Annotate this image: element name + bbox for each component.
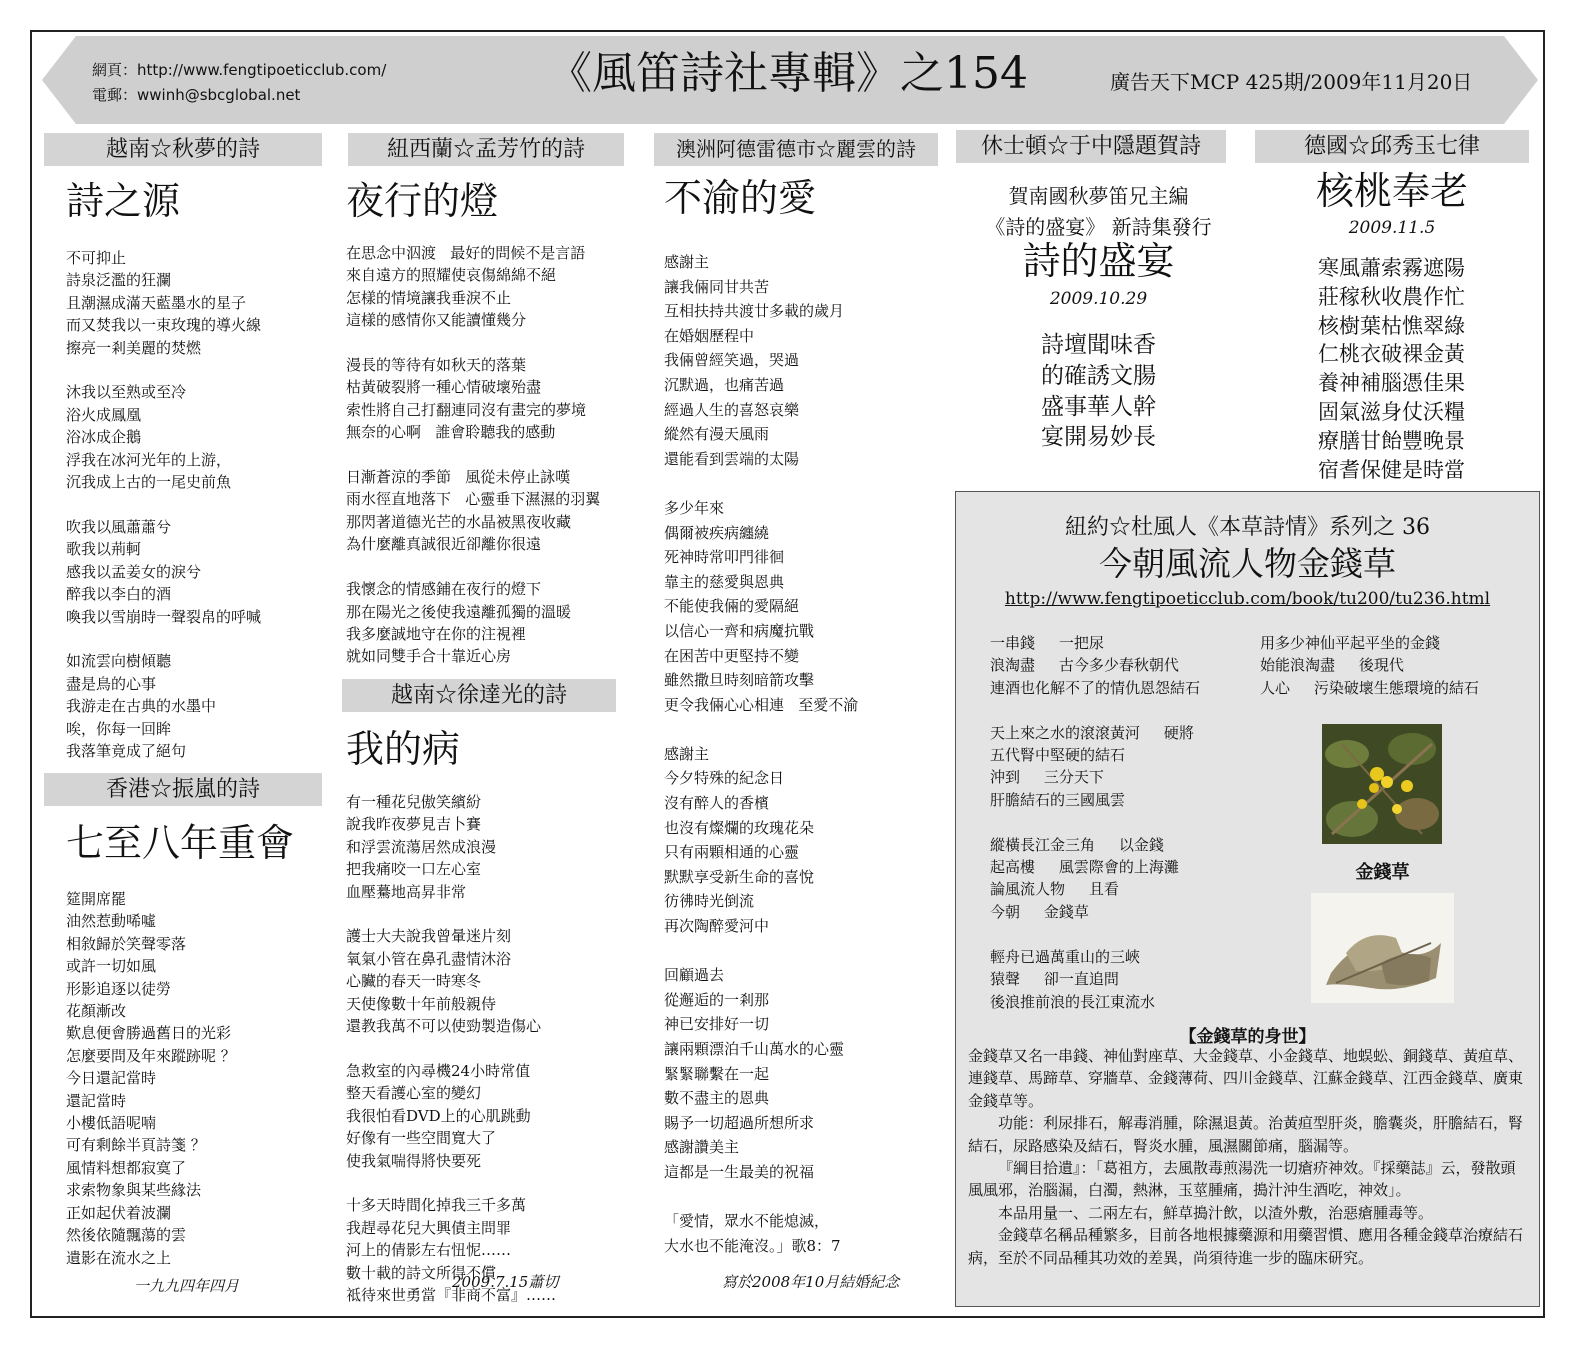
herb-origin-para-5: 金錢草名稱品種繁多，目前各地根據藥源和用藥習慣、應用各種金錢草治療結石病，至於不同品種其功效的差異，尚須待進一步的臨床研究。 bbox=[968, 1226, 1524, 1267]
poem-date-walnut: 2009.11.5 bbox=[1348, 218, 1436, 238]
herb-image-caption: 金錢草 bbox=[1355, 862, 1410, 883]
poem-signature-reunion: 一九九四年四月 bbox=[134, 1277, 240, 1295]
poem-body-my-illness: 有一種花兒傲笑繽紛 說我昨夜夢見吉卜賽 和浮雲流蕩居然成浪漫 把我痛咬一口左心室 血壓驀地高昇非常 護士大夫說我曾暈迷片刻 氧氣小管在鼻孔盡情沐浴 心臟的春天一時寒冬 天使像數十年前般親侍 還教我萬不可以使勁製造傷心 急救室的內尋機24小時常值 整天看護心室的變幻 我很怕看DVD上的心肌跳動 好像有一些空間寬大了 使我氣喘得將快要死 十多天時間化掉我三千多萬 我趕尋花兒大興債主問罪 河上的倩影左右忸怩…… 數十載的詩文所得不償 祗待來世勇當『非商不富』…… bbox=[346, 793, 557, 1304]
poem-title-my-illness: 我的病 bbox=[346, 727, 461, 771]
poem-body-night-lamp: 在思念中泅渡 最好的問候不是言語 來自遠方的照耀使哀傷綿綿不絕 怎樣的情境讓我垂淚不止 這樣的感情你又能讀懂幾分 漫長的等待有如秋天的落葉 枯黃破裂將一種心情破壞殆盡 索性將自己打翻連同沒有畫完的夢境 無奈的心啊 誰會聆聽我的感動 日漸蒼涼的季節 風從未停止詠嘆 雨水徑直地落下 心靈垂下濕濕的羽翼 那閃著道德光芒的水晶被黑夜收藏 為什麼離真誠很近卻離你很遠 我懷念的情感鋪在夜行的燈下 那在陽光之後使我遠離孤獨的溫暖 我多麼誠地守在你的注視裡 就如同雙手合十靠近心房 bbox=[346, 244, 601, 666]
section-header-mengfangzhu: 紐西蘭☆孟芳竹的詩 bbox=[348, 133, 624, 166]
section-header-xudaguang: 越南☆徐達光的詩 bbox=[342, 679, 616, 712]
series-heading: 紐約☆杜風人《本草詩情》系列之 36 bbox=[1065, 515, 1430, 540]
congrats-line-1: 賀南國秋夢笛兄主編 bbox=[1008, 184, 1189, 208]
poem-title-feast: 詩的盛宴 bbox=[1022, 239, 1175, 283]
poem-signature-my-illness: 2009.7.15蕭切 bbox=[452, 1273, 559, 1291]
poem-body-reunion: 筵開席罷 油然惹動唏噓 相敘歸於笑聲零落 或許一切如風 形影追逐以徒勞 花顏漸改 歎息便會勝過舊日的光彩 怎麼要問及年來蹤跡呢 ？ 今日還記當時 還記當時 小樓低語呢喃 可有剩餘半頁詩箋 ？ 風情料想都寂寞了 求索物象與某些緣法 正如起伏着波瀾 然後依隨飄蕩的雲 遺影在流水之上 bbox=[66, 890, 236, 1267]
poem-body-unchanging-love: 感謝主 讓我倆同甘共苦 互相扶持共渡廿多載的歲月 在婚姻歷程中 我倆曾經笑過，哭過 沉默過，也痛苦過 經過人生的喜怒哀樂 縱然有漫天風雨 還能看到雲端的太陽 多少年來 偶爾被疾病纏繞 死神時常叩門徘徊 靠主的慈愛與恩典 不能使我倆的愛隔絕 以信心一齊和病魔抗戰 在困苦中更堅持不變 雖然撒旦時刻暗箭攻擊 更令我倆心心相連 至愛不渝 感謝主 今夕特殊的紀念日 沒有醉人的香檳 也沒有燦爛的玫瑰花朵 只有兩顆相通的心靈 默默享受新生命的喜悅 彷彿時光倒流 再次陶醉愛河中 回顧過去 從邂逅的一剎那 神已安排好一切 讓兩顆漂泊千山萬水的心靈 緊緊聯繫在一起 數不盡主的恩典 賜予一切超過所想所求 感謝讚美主 這都是一生最美的祝福 「愛情，眾水不能熄滅， 大水也不能淹沒。」歌8：7 bbox=[664, 253, 859, 1255]
issue-info: 廣告天下MCP 425期/2009年11月20日 bbox=[1110, 70, 1473, 94]
contact-info bbox=[92, 58, 386, 108]
herb-origin-para-3: 『綱目拾遺』：「葛祖方，去風散毒煎湯洗一切瘡疥神效。『採藥誌』云，發散頭風風邪，治腦漏，白濁，熱淋，玉莖腫痛，搗汁沖生酒吃，神效」。 bbox=[968, 1159, 1516, 1200]
herb-flower-photo bbox=[1322, 724, 1442, 844]
poem-title-unchanging-love: 不渝的愛 bbox=[664, 176, 817, 220]
poem-title-walnut: 核桃奉老 bbox=[1315, 169, 1468, 213]
dried-herb-photo bbox=[1311, 893, 1454, 1003]
herb-origin-para-1: 金錢草又名一串錢、神仙對座草、大金錢草、小金錢草、地蜈蚣、銅錢草、黃疸草、連錢草、馬蹄草、穿牆草、金錢薄荷、四川金錢草、江蘇金錢草、江西金錢草、廣東金錢草等。 bbox=[968, 1047, 1524, 1110]
herb-poem-body-right: 用多少神仙平起平坐的金錢 始能浪淘盡 後現代 人心 污染破壞生態環境的結石 bbox=[1260, 634, 1479, 697]
herb-origin-para-2: 功能：利尿排石，解毒消腫，除濕退黃。治黃疸型肝炎，膽囊炎，肝膽結石，腎結石，尿路感染及結石，腎炎水腫，風濕關節痛，腦漏等。 bbox=[968, 1114, 1524, 1155]
herb-poem-body-left: 一串錢 一把尿 浪淘盡 古今多少春秋朝代 連酒也化解不了的情仇恩怨結石 天上來之水的滾滾黃河 硬將 五代腎中堅硬的結石 沖到 三分天下 肝膽結石的三國風雲 縱橫長江金三角 以金錢 起高樓 風雲際會的上海灘 論風流人物 且看 今朝 金錢草 輕舟已過萬重山的三峽 猿聲 卻一直追問 後浪推前浪的長江東流水 bbox=[990, 634, 1201, 1011]
poem-body-shizhiyuan: 不可抑止 詩泉泛濫的狂瀾 且潮濕成滿天藍墨水的星子 而又焚我以一束玫瑰的導火線 擦亮一剎美麗的焚燃 沐我以至熟或至冷 浴火成鳳凰 浴冰成企鵝 浮我在冰河光年的上游， 沉我成上古的一尾史前魚 吹我以風蕭蕭兮 歌我以荊軻 感我以孟姜女的淚兮 醉我以李白的酒 喚我以雪崩時一聲裂帛的呼喊 如流雲向樹傾聽 盡是鳥的心事 我游走在古典的水墨中 唉，你每一回眸 我落筆竟成了絕句 bbox=[66, 249, 262, 760]
herb-poem-url[interactable]: http://www.fengtipoeticclub.com/book/tu200/tu236.html bbox=[1004, 589, 1491, 609]
section-header-liyun: 澳洲阿德雷德市☆麗雲的詩 bbox=[654, 133, 938, 166]
section-header-qiuxiuyu: 德國☆邱秀玉七律 bbox=[1255, 130, 1529, 163]
poem-signature-unchanging-love: 寫於2008年10月結婚紀念 bbox=[722, 1273, 900, 1291]
email-link[interactable]: 電郵：wwinh@sbcglobal.net bbox=[92, 86, 301, 104]
congrats-line-2: 《詩的盛宴》 新詩集發行 bbox=[985, 215, 1212, 239]
poem-date-feast: 2009.10.29 bbox=[1049, 289, 1148, 309]
poem-title-night-lamp: 夜行的燈 bbox=[346, 179, 499, 223]
herb-origin-para-4: 本品用量一、二兩左右，鮮草搗汁飲，以渣外敷，治惡瘡腫毒等。 bbox=[998, 1203, 1434, 1222]
section-header-zhenlan: 香港☆振嵐的詩 bbox=[44, 773, 322, 806]
poem-title-reunion: 七至八年重會 bbox=[66, 821, 295, 865]
herb-poem-title: 今朝風流人物金錢草 bbox=[1099, 544, 1396, 583]
poem-body-walnut: 寒風蕭索霧遮陽 莊稼秋收農作忙 核樹葉枯憔翠綠 仁桃衣破裸金黃 養神補腦憑佳果 固氣滋身仗沃糧 療膳甘飴豐晚景 宿耆保健是時當 bbox=[1318, 256, 1465, 482]
section-header-qiumeng: 越南☆秋夢的詩 bbox=[44, 133, 322, 166]
poem-body-feast: 詩壇聞味香 的確誘文腸 盛事華人幹 宴開易妙長 bbox=[1041, 332, 1156, 451]
section-header-yuzhongyin: 休士頓☆于中隱題賀詩 bbox=[956, 130, 1226, 163]
page-title: 《風笛詩社專輯》之154 bbox=[548, 48, 1028, 99]
poem-title-shizhiyuan: 詩之源 bbox=[66, 179, 181, 223]
herb-origin-text bbox=[968, 1045, 1526, 1269]
website-link[interactable]: 網頁：http://www.fengtipoeticclub.com/ bbox=[92, 61, 387, 79]
herb-origin-heading: 【金錢草的身世】 bbox=[1179, 1027, 1316, 1047]
